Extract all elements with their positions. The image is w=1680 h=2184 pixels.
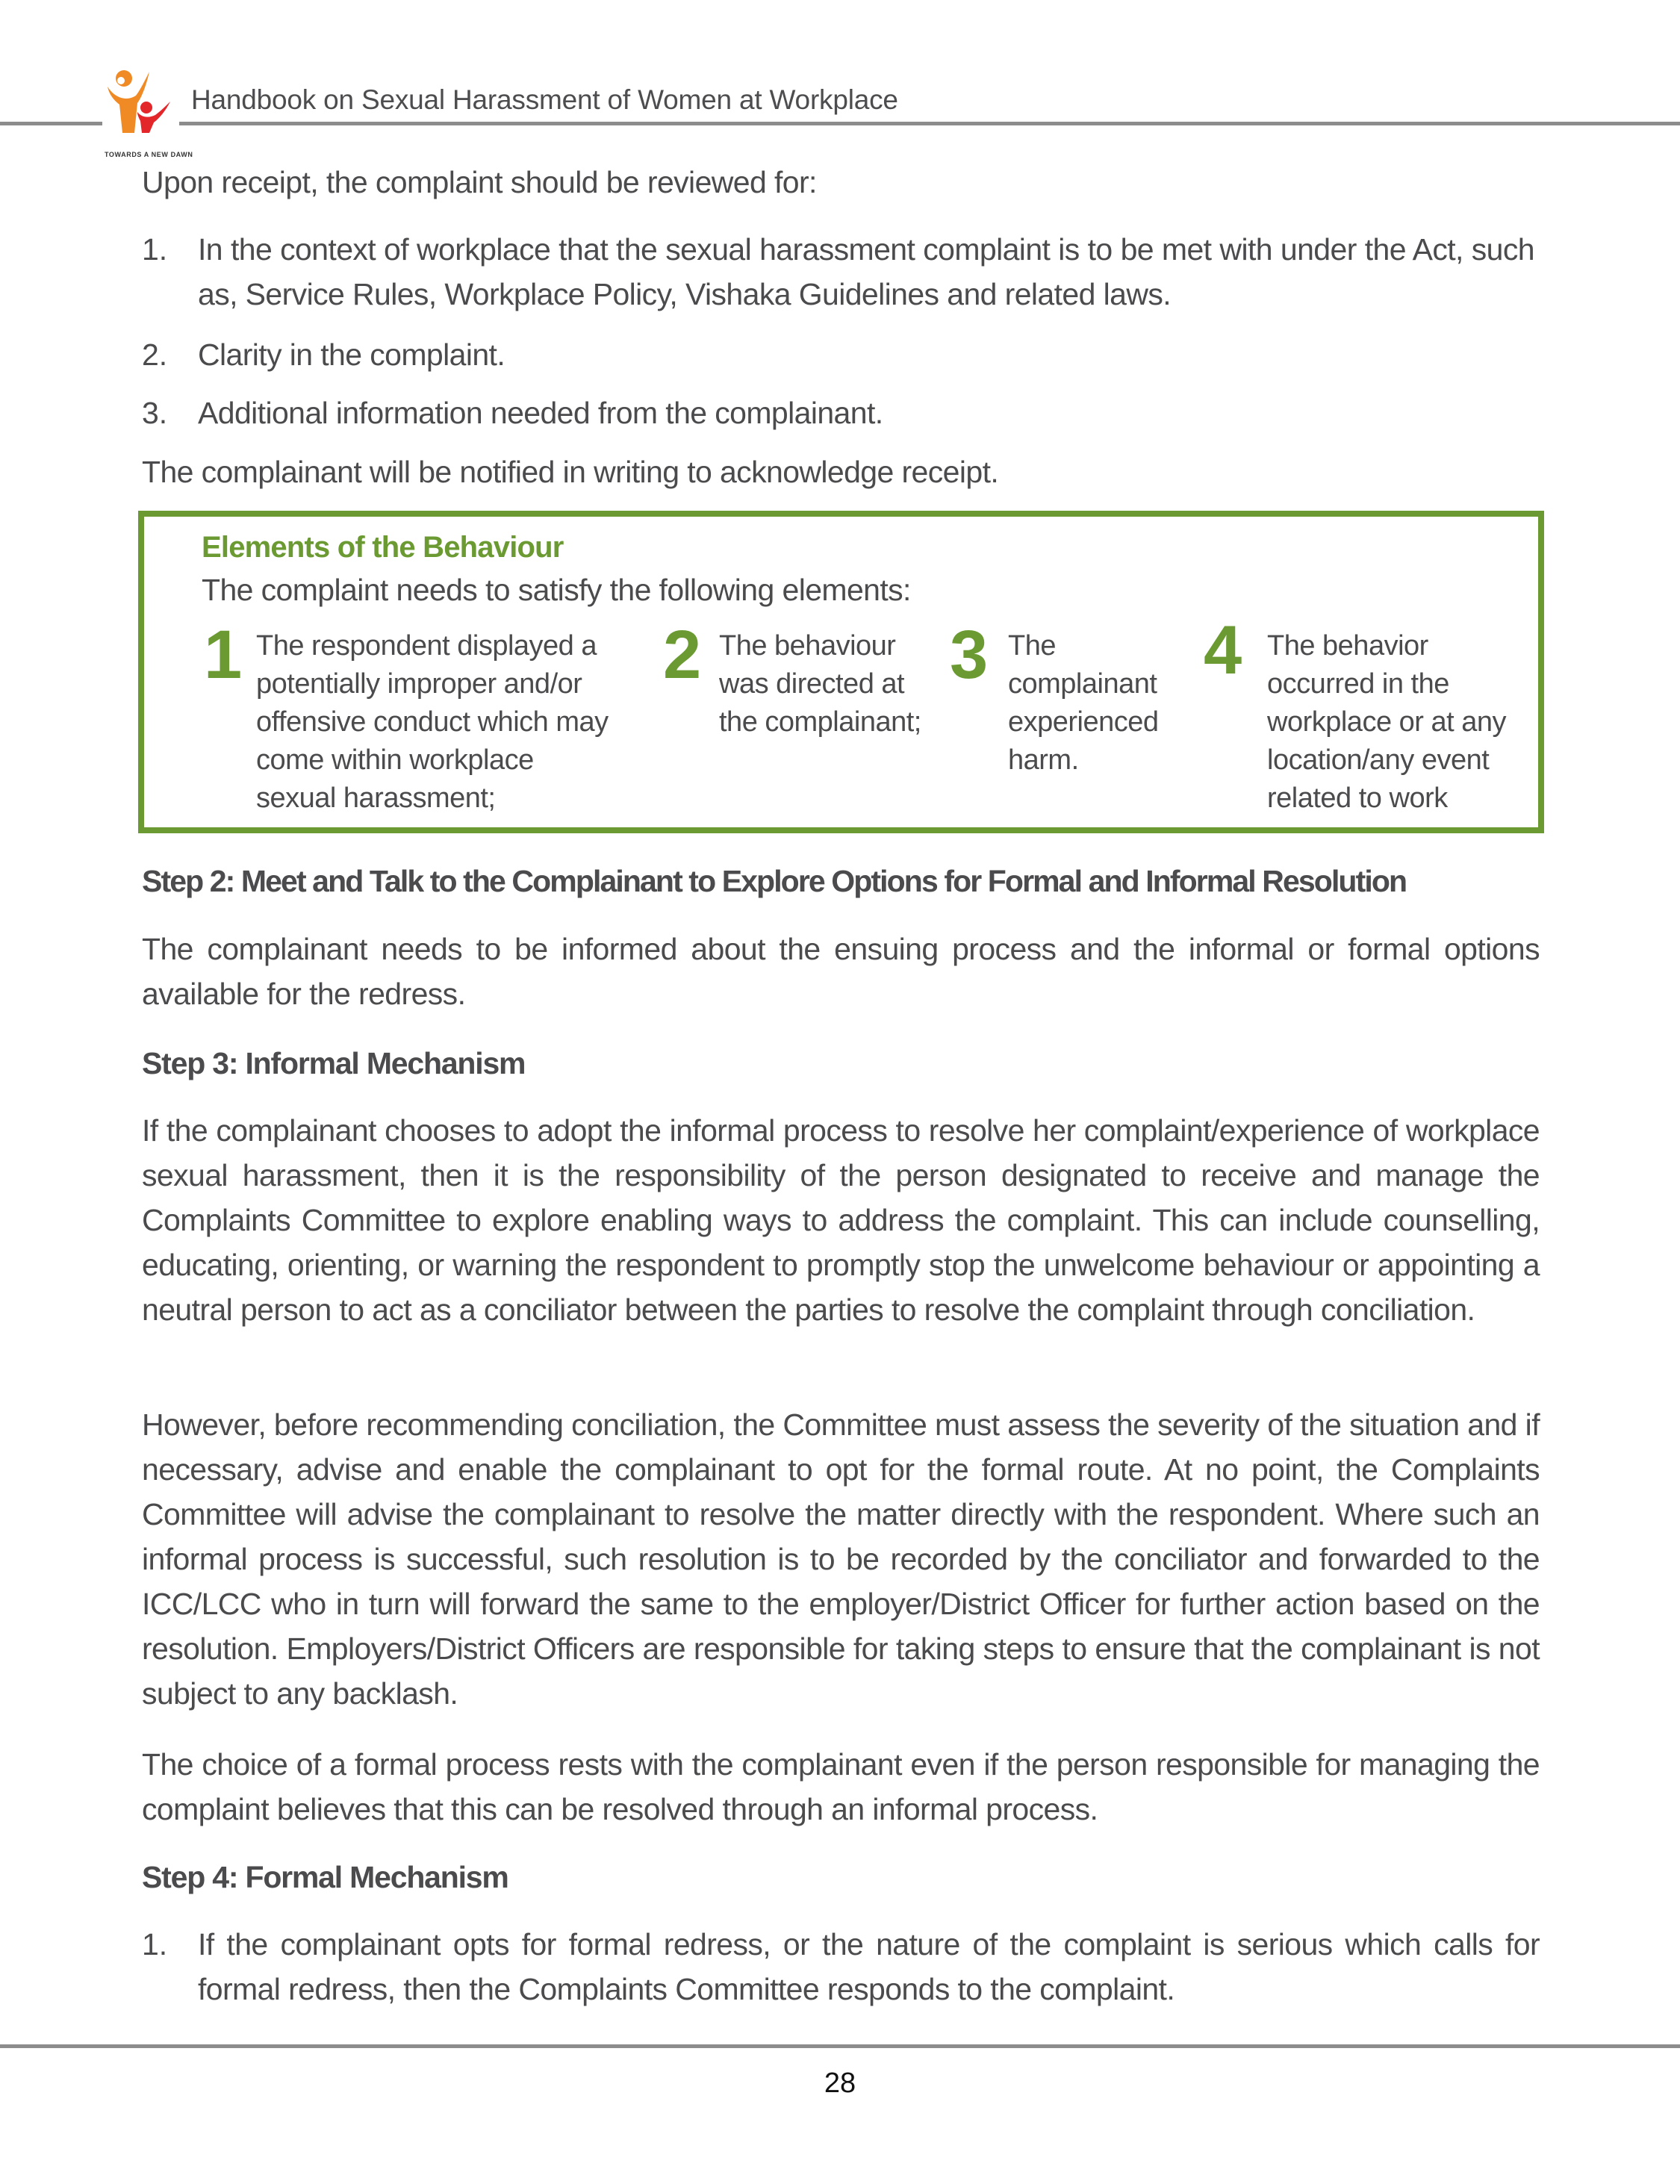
- document-title: Handbook on Sexual Harassment of Women at Workplace: [191, 84, 898, 115]
- element-text-2: [719, 627, 921, 741]
- list-text: If the complainant opts for formal redress, or the nature of the complaint is serious which calls for formal redress, then the Complaints Committee responds to the complaint.: [198, 1927, 1540, 2006]
- page-number: 28: [824, 2068, 856, 2099]
- element-line: location/any event: [1267, 744, 1490, 776]
- element-number-2: 2: [663, 617, 702, 693]
- element-line: The: [1008, 630, 1056, 662]
- element-line: related to work: [1267, 783, 1448, 814]
- list-text: Clarity in the complaint.: [198, 337, 505, 372]
- intro-closing: The complainant will be notified in writing to acknowledge receipt.: [142, 455, 999, 489]
- logo-figures-icon: [105, 69, 179, 149]
- logo-tagline: TOWARDS A NEW DAWN: [105, 151, 193, 158]
- footer-rule: [0, 2044, 1680, 2048]
- list-number: 3.: [142, 396, 168, 430]
- logo: [105, 69, 179, 149]
- element-line: harm.: [1008, 744, 1079, 776]
- header-rule-right: [179, 122, 1680, 125]
- element-line: workplace or at any: [1267, 706, 1506, 738]
- element-line: sexual harassment;: [256, 783, 496, 814]
- step3-paragraph-3: The choice of a formal process rests with the complainant even if the person responsible for managing the complaint believes that this can be resolved through an informal process.: [142, 1747, 1540, 1826]
- step2-paragraph: The complainant needs to be informed about the ensuing process and the informal or formal options available for the redress.: [142, 932, 1540, 1011]
- list-text: Additional information needed from the complainant.: [198, 396, 883, 430]
- element-line: occurred in the: [1267, 668, 1449, 700]
- element-line: The respondent displayed a: [256, 630, 597, 662]
- step2-heading: Step 2: Meet and Talk to the Complainant to Explore Options for Formal and Informal Resolution: [142, 864, 1407, 898]
- step4-heading: Step 4: Formal Mechanism: [142, 1860, 508, 1894]
- intro-lead: Upon receipt, the complaint should be reviewed for:: [142, 165, 817, 199]
- element-line: was directed at: [719, 668, 905, 700]
- list-number: 2.: [142, 337, 168, 372]
- step3-paragraph-2: However, before recommending conciliation, the Committee must assess the severity of the situation and if necessary, advise and enable the complainant to opt for the formal route. At no point, the Complaints Committee will advise the complainant to resolve the matter directly with the respondent. Where such an informal process is successful, such resolution is to be recorded by the conciliator and forwarded to the ICC/LCC who in turn will forward the same to the employer/District Officer for further action based on the resolution. Employers/District Officers are responsible for taking steps to ensure that the complainant is not subject to any backlash.: [142, 1407, 1540, 1711]
- element-number-3: 3: [950, 617, 989, 693]
- step3-heading: Step 3: Informal Mechanism: [142, 1046, 526, 1080]
- element-number-4: 4: [1204, 612, 1242, 688]
- elements-box: [138, 511, 1544, 833]
- elements-box-title: Elements of the Behaviour: [202, 531, 564, 564]
- element-line: come within workplace: [256, 744, 534, 776]
- element-number-1: 1: [204, 617, 243, 693]
- header-rule-left: [0, 122, 102, 125]
- list-number: 1.: [142, 232, 168, 267]
- elements-box-subtitle: The complaint needs to satisfy the following elements:: [202, 573, 911, 607]
- element-text-3: [1008, 627, 1159, 780]
- element-line: the complainant;: [719, 706, 921, 738]
- list-number: 1.: [142, 1927, 168, 1961]
- element-line: complainant: [1008, 668, 1157, 700]
- element-line: The behavior: [1267, 630, 1428, 662]
- element-line: offensive conduct which may: [256, 706, 609, 738]
- element-line: potentially improper and/or: [256, 668, 582, 700]
- step3-paragraph-1: If the complainant chooses to adopt the informal process to resolve her complaint/experience of workplace sexual harassment, then it is the responsibility of the person designated to receive and manage the Complaints Committee to explore enabling ways to address the complaint. This can include counselling, educating, orienting, or warning the respondent to promptly stop the unwelcome behaviour or appointing a neutral person to act as a conciliator between the parties to resolve the complaint through conciliation.: [142, 1113, 1540, 1327]
- element-line: The behaviour: [719, 630, 896, 662]
- element-line: experienced: [1008, 706, 1159, 738]
- element-text-1: [256, 627, 609, 818]
- element-text-4: [1267, 627, 1506, 818]
- list-text: In the context of workplace that the sexual harassment complaint is to be met with under the Act, such as, Service Rules, Workplace Policy, Vishaka Guidelines and related laws.: [198, 232, 1534, 311]
